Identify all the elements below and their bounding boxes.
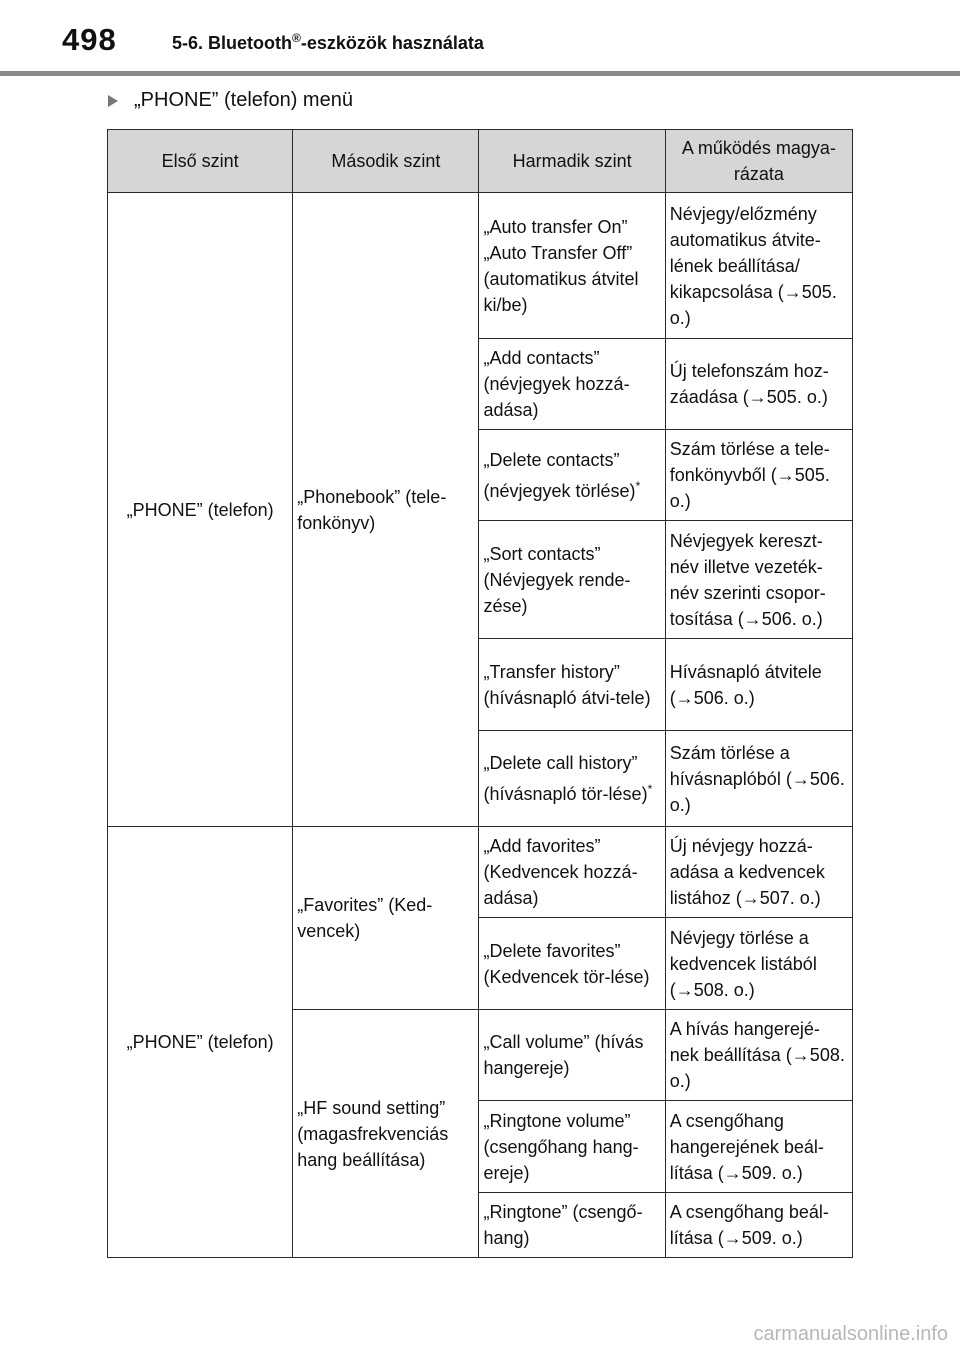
description-cell: A hívás hangerejé-nek beállítása (→508. o.) — [665, 1010, 852, 1101]
description-cell: Szám törlése a hívásnaplóból (→506. o.) — [665, 731, 852, 827]
footnote-mark: * — [635, 478, 641, 493]
header-first-level: Első szint — [108, 130, 293, 193]
level3-text: „Delete call history” (hívásnapló tör-lése) — [483, 753, 648, 804]
level3-cell: „Sort contacts” (Névjegyek rende-zése) — [479, 521, 665, 639]
description-cell: A csengőhang hangerejének beál-lítása (→509. o.) — [665, 1101, 852, 1193]
page-header — [0, 0, 960, 78]
level3-cell: „Add contacts” (névjegyek hozzá-adása) — [479, 339, 665, 430]
level3-text: „Delete contacts” (névjegyek törlése) — [483, 449, 636, 501]
level3-cell: „Ringtone” (csengő-hang) — [479, 1193, 665, 1258]
phone-menu-table — [107, 129, 853, 1258]
description-cell: Névjegy törlése a kedvencek listából (→508. o.) — [665, 918, 852, 1010]
level3-cell: „Call volume” (hívás hangereje) — [479, 1010, 665, 1101]
page-number: 498 — [62, 22, 117, 57]
section-title-suffix: -eszközök használata — [300, 33, 484, 53]
header-rule — [0, 71, 960, 76]
level3-cell: „Auto transfer On” „Auto Transfer Off” (automatikus átvitel ki/be) — [479, 193, 665, 339]
level3-cell: „Add favorites” (Kedvencek hozzá-adása) — [479, 827, 665, 918]
description-cell: Hívásnapló átvitele (→506. o.) — [665, 639, 852, 731]
table-row — [108, 827, 853, 918]
level3-cell: „Delete favorites” (Kedvencek tör-lése) — [479, 918, 665, 1010]
table-row — [108, 193, 853, 339]
level3-cell: „Transfer history” (hívásnapló átvi-tele) — [479, 639, 665, 731]
description-cell: Névjegy/előzmény automatikus átvite-lének beállítása/ kikapcsolása (→505. o.) — [665, 193, 852, 339]
level1-cell: „PHONE” (telefon) — [108, 193, 293, 827]
header-description: A működés magya-rázata — [665, 130, 852, 193]
level2-cell: „Favorites” (Ked-vencek) — [293, 827, 479, 1010]
description-cell: Szám törlése a tele-fonkönyvből (→505. o.) — [665, 430, 852, 521]
sub-heading-text: „PHONE” (telefon) menü — [134, 89, 353, 111]
level3-cell — [479, 731, 665, 827]
level1-cell: „PHONE” (telefon) — [108, 827, 293, 1258]
table-header-row — [108, 130, 853, 193]
footnote-mark: * — [647, 782, 653, 796]
registered-mark: ® — [292, 31, 301, 45]
level3-cell — [479, 430, 665, 521]
level3-cell: „Ringtone volume” (csengőhang hang-ereje) — [479, 1101, 665, 1193]
header-third-level: Harmadik szint — [479, 130, 665, 193]
description-cell: Új névjegy hozzá-adása a kedvencek listához (→507. o.) — [665, 827, 852, 918]
level2-cell: „HF sound setting” (magasfrekvenciás hang beállítása) — [293, 1010, 479, 1258]
header-second-level: Második szint — [293, 130, 479, 193]
section-title-prefix: 5-6. Bluetooth — [172, 33, 292, 53]
triangle-bullet-icon — [108, 95, 118, 107]
section-title — [172, 31, 484, 54]
sub-heading — [108, 89, 353, 112]
description-cell: Névjegyek kereszt-név illetve vezeték-név szerinti csopor-tosítása (→506. o.) — [665, 521, 852, 639]
watermark-footer: carmanualsonline.info — [753, 1323, 948, 1345]
description-cell: Új telefonszám hoz-záadása (→505. o.) — [665, 339, 852, 430]
description-cell: A csengőhang beál-lítása (→509. o.) — [665, 1193, 852, 1258]
level2-cell: „Phonebook” (tele-fonkönyv) — [293, 193, 479, 827]
